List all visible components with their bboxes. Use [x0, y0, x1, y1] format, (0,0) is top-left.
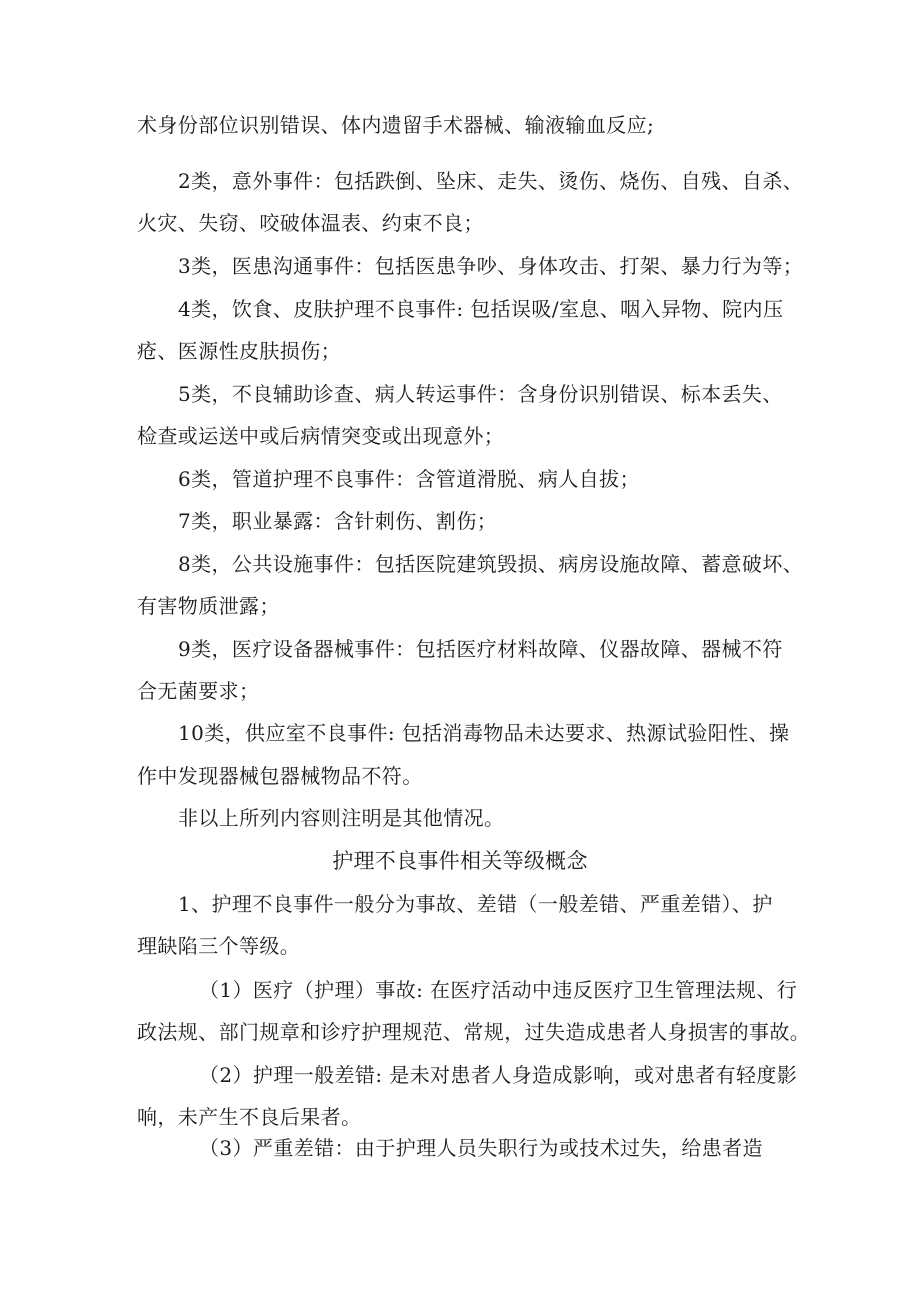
text-line-16: 作中发现器械包器械物品不符。: [137, 764, 423, 788]
text-line-18: 1、护理不良事件一般分为事故、差错（一般差错、严重差错）、护: [178, 892, 773, 916]
text-line-24: （3）严重差错：由于护理人员失职行为或技术过失，给患者造: [199, 1136, 763, 1160]
text-line-23: 响，未产生不良后果者。: [137, 1105, 362, 1129]
text-line-21: 政法规、部门规章和诊疗护理规范、常规，过失造成患者人身损害的事故。: [137, 1020, 811, 1044]
text-line-17: 非以上所列内容则注明是其他情况。: [178, 806, 505, 830]
text-line-22: （2）护理一般差错: 是未对患者人身造成影响，或对患者有轻度影: [199, 1063, 798, 1087]
text-line-10: 7类，职业暴露：含针刺伤、割伤；: [178, 509, 498, 533]
text-line-3: 火灾、失窃、咬破体温表、约束不良；: [137, 211, 484, 235]
text-line-14: 合无菌要求；: [137, 679, 260, 703]
text-line-15: 10类，供应室不良事件: 包括消毒物品未达要求、热源试验阳性、操: [178, 721, 790, 745]
text-line-5: 4类，饮食、皮肤护理不良事件: 包括误吸/室息、咽入异物、院内压: [178, 297, 784, 321]
text-line-8: 检查或运送中或后病情突变或出现意外；: [137, 424, 505, 448]
text-line-12: 有害物质泄露；: [137, 594, 280, 618]
text-line-6: 疮、医源性皮肤损伤；: [137, 339, 341, 363]
text-line-11: 8类，公共设施事件：包括医院建筑毁损、病房设施故障、蓄意破坏、: [178, 552, 804, 576]
text-line-7: 5类，不良辅助诊查、病人转运事件：含身份识别错误、标本丢失、: [178, 382, 783, 406]
text-line-20: （1）医疗（护理）事故: 在医疗活动中违反医疗卫生管理法规、行: [199, 978, 798, 1002]
text-line-1: 术身份部位识别错误、体内遗留手术器械、输液输血反应;: [137, 113, 655, 137]
text-line-19: 理缺陷三个等级。: [137, 934, 301, 958]
text-line-4: 3类，医患沟通事件：包括医患争吵、身体攻击、打架、暴力行为等；: [178, 254, 804, 278]
section-heading: 护理不良事件相关等级概念: [332, 849, 588, 873]
text-line-2: 2类，意外事件：包括跌倒、坠床、走失、烫伤、烧伤、自残、自杀、: [178, 169, 804, 193]
text-line-9: 6类，管道护理不良事件：含管道滑脱、病人自拔；: [178, 467, 640, 491]
text-line-13: 9类，医疗设备器械事件：包括医疗材料故障、仪器故障、器械不符: [178, 637, 783, 661]
